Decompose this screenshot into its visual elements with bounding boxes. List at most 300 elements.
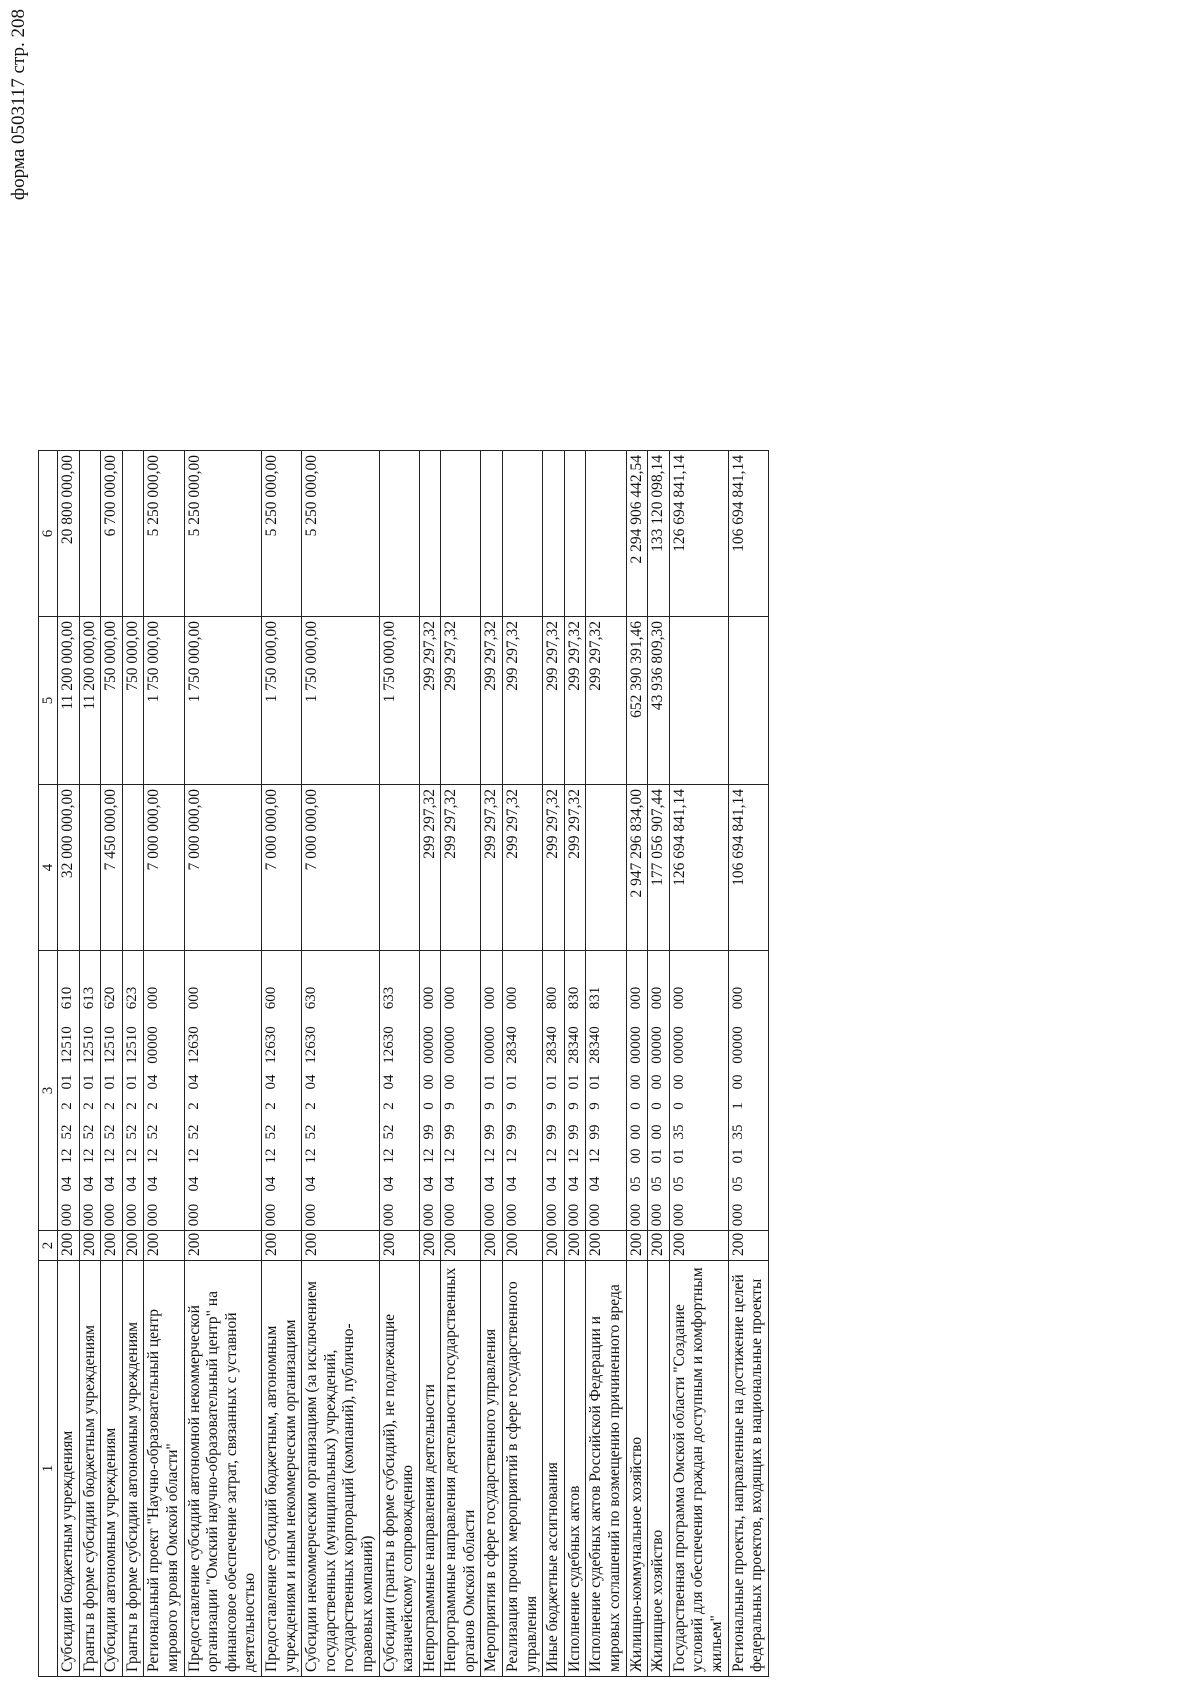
code-subprogram: 0 (670, 1102, 687, 1110)
row-amount-col5: 299 297,32 (543, 617, 565, 785)
code-section: 04 (145, 1176, 162, 1192)
code-subprogram: 2 (380, 1102, 397, 1110)
code-subsection: 01 (670, 1148, 687, 1164)
code-direction: 00000 (145, 1026, 162, 1064)
table-row (626, 451, 648, 1677)
code-gr: 000 (504, 1203, 521, 1227)
row-line-code: 200 (543, 1231, 565, 1261)
code-expense-type: 000 (420, 986, 437, 1010)
code-direction: 12630 (185, 1026, 202, 1064)
code-event: 01 (565, 1074, 582, 1090)
code-subprogram: 2 (59, 1102, 75, 1110)
row-amount-col5: 11 200 000,00 (79, 617, 101, 785)
row-classification-code (261, 951, 301, 1231)
code-program: 99 (544, 1124, 561, 1140)
code-gr: 000 (145, 1203, 162, 1227)
row-amount-col4: 299 297,32 (481, 785, 503, 951)
row-line-code: 200 (58, 1231, 80, 1261)
column-header-3: 3 (39, 951, 58, 1231)
row-amount-col6 (441, 451, 481, 617)
code-event: 04 (262, 1074, 279, 1090)
code-gr: 000 (80, 1203, 97, 1227)
row-name: Региональный проект "Научно-образовательный центр мирового уровня Омской области" (144, 1261, 184, 1677)
code-subprogram: 0 (420, 1102, 437, 1110)
code-gr: 000 (649, 1203, 666, 1227)
code-section: 04 (420, 1176, 437, 1192)
row-amount-col5: 299 297,32 (441, 617, 481, 785)
code-subprogram: 2 (262, 1102, 279, 1110)
row-name: Субсидии бюджетным учреждениям (58, 1261, 80, 1677)
code-subsection: 12 (482, 1148, 499, 1164)
code-gr: 000 (482, 1203, 499, 1227)
code-section: 04 (504, 1176, 521, 1192)
code-subprogram: 2 (102, 1102, 119, 1110)
code-event: 00 (729, 1074, 746, 1090)
row-amount-col4: 106 694 841,14 (728, 785, 768, 951)
column-header-1: 1 (39, 1261, 58, 1677)
row-amount-col5: 299 297,32 (564, 617, 586, 785)
code-direction: 12630 (303, 1026, 320, 1064)
code-section: 04 (565, 1176, 582, 1192)
table-row (669, 451, 728, 1677)
row-name: Предоставление субсидий автономной некоммерческой организации "Омский научно-образовательный центр" на финансовое обеспечение затрат, связанных с уставной деятельностью (184, 1261, 261, 1677)
code-expense-type: 000 (482, 986, 499, 1010)
row-amount-col5 (728, 617, 768, 785)
code-segments (144, 951, 162, 1230)
row-amount-col4: 7 450 000,00 (101, 785, 123, 951)
code-expense-type: 831 (587, 986, 604, 1010)
code-segments (185, 951, 203, 1230)
row-name: Исполнение судебных актов (564, 1261, 586, 1677)
code-gr: 000 (420, 1203, 437, 1227)
row-amount-col6 (543, 451, 565, 617)
code-segments (648, 951, 666, 1230)
table-row (122, 451, 144, 1677)
code-event: 00 (649, 1074, 666, 1090)
table-row (379, 451, 419, 1677)
code-section: 04 (303, 1176, 320, 1192)
code-event: 01 (102, 1074, 119, 1090)
code-gr: 000 (102, 1203, 119, 1227)
code-program: 52 (303, 1124, 320, 1140)
code-segments (586, 951, 604, 1230)
table-row (441, 451, 481, 1677)
code-event: 01 (504, 1074, 521, 1090)
row-line-code: 200 (503, 1231, 543, 1261)
code-direction: 12510 (80, 1026, 97, 1064)
code-segments (80, 951, 98, 1230)
row-classification-code (543, 951, 565, 1231)
row-amount-col6 (419, 451, 441, 617)
code-program: 52 (59, 1124, 75, 1140)
code-subprogram: 9 (482, 1102, 499, 1110)
row-amount-col6: 106 694 841,14 (728, 451, 768, 617)
code-section: 04 (380, 1176, 397, 1192)
row-amount-col5: 1 750 000,00 (379, 617, 419, 785)
row-amount-col5: 1 750 000,00 (302, 617, 379, 785)
row-name: Жилищное хозяйство (648, 1261, 670, 1677)
row-classification-code (419, 951, 441, 1231)
code-subsection: 01 (649, 1148, 666, 1164)
row-name: Субсидии некоммерческим организациям (за исключением государственных (муниципальных) учреждений, государственных корпораций (компаний), публично-правовых компаний) (302, 1261, 379, 1677)
code-gr: 000 (59, 1203, 75, 1227)
table-row (728, 451, 768, 1677)
row-classification-code (101, 951, 123, 1231)
code-event: 00 (420, 1074, 437, 1090)
row-name: Государственная программа Омской области "Создание условий для обеспечения граждан доступным и комфортным жильем" (669, 1261, 728, 1677)
row-amount-col5: 299 297,32 (586, 617, 626, 785)
row-amount-col6 (122, 451, 144, 617)
row-line-code: 200 (626, 1231, 648, 1261)
code-direction: 00000 (482, 1026, 499, 1064)
code-subprogram: 2 (80, 1102, 97, 1110)
row-amount-col6: 5 250 000,00 (261, 451, 301, 617)
row-name: Региональные проекты, направленные на достижение целей федеральных проектов, входящих в национальные проекты (728, 1261, 768, 1677)
code-gr: 000 (544, 1203, 561, 1227)
row-amount-col5: 299 297,32 (503, 617, 543, 785)
code-subsection: 12 (303, 1148, 320, 1164)
code-direction: 12510 (123, 1026, 140, 1064)
row-amount-col5: 299 297,32 (481, 617, 503, 785)
row-amount-col4: 2 947 296 834,00 (626, 785, 648, 951)
code-gr: 000 (565, 1203, 582, 1227)
code-program: 35 (729, 1124, 746, 1140)
row-classification-code (184, 951, 261, 1231)
row-classification-code (564, 951, 586, 1231)
row-classification-code (503, 951, 543, 1231)
code-subsection: 00 (627, 1148, 644, 1164)
row-amount-col5: 1 750 000,00 (144, 617, 184, 785)
row-amount-col6 (564, 451, 586, 617)
code-segments (262, 951, 280, 1230)
table-row (101, 451, 123, 1677)
row-line-code: 200 (379, 1231, 419, 1261)
code-section: 05 (670, 1176, 687, 1192)
code-subsection: 12 (380, 1148, 397, 1164)
code-segments (503, 951, 521, 1230)
code-expense-type: 613 (80, 986, 97, 1010)
table-row (543, 451, 565, 1677)
code-event: 04 (145, 1074, 162, 1090)
code-subsection: 12 (59, 1148, 75, 1164)
code-expense-type: 830 (565, 986, 582, 1010)
code-direction: 00000 (627, 1026, 644, 1064)
code-segments (101, 951, 119, 1230)
table-row (564, 451, 586, 1677)
code-event: 04 (303, 1074, 320, 1090)
row-name: Мероприятия в сфере государственного управления (481, 1261, 503, 1677)
table-row (79, 451, 101, 1677)
code-program: 52 (102, 1124, 119, 1140)
code-expense-type: 623 (123, 986, 140, 1010)
code-direction: 00000 (442, 1026, 459, 1064)
table-row (144, 451, 184, 1677)
code-section: 04 (80, 1176, 97, 1192)
row-name: Непрограммные направления деятельности государственных органов Омской области (441, 1261, 481, 1677)
row-classification-code (669, 951, 728, 1231)
code-gr: 000 (587, 1203, 604, 1227)
code-event: 01 (123, 1074, 140, 1090)
row-amount-col6: 5 250 000,00 (302, 451, 379, 617)
code-subsection: 01 (729, 1148, 746, 1164)
code-segments (627, 951, 645, 1230)
row-amount-col4: 32 000 000,00 (58, 785, 80, 951)
row-name: Гранты в форме субсидии автономным учреждениям (122, 1261, 144, 1677)
code-gr: 000 (262, 1203, 279, 1227)
code-expense-type: 000 (649, 986, 666, 1010)
row-amount-col6: 5 250 000,00 (184, 451, 261, 617)
row-line-code: 200 (101, 1231, 123, 1261)
code-segments (481, 951, 499, 1230)
row-amount-col4: 299 297,32 (564, 785, 586, 951)
row-name: Иные бюджетные ассигнования (543, 1261, 565, 1677)
code-gr: 000 (627, 1203, 644, 1227)
code-expense-type: 000 (627, 986, 644, 1010)
code-expense-type: 000 (670, 986, 687, 1010)
code-gr: 000 (123, 1203, 140, 1227)
code-program: 52 (123, 1124, 140, 1140)
row-amount-col6 (79, 451, 101, 617)
code-direction: 12510 (59, 1026, 75, 1064)
code-program: 99 (482, 1124, 499, 1140)
row-line-code: 200 (261, 1231, 301, 1261)
code-direction: 12510 (102, 1026, 119, 1064)
column-header-6: 6 (39, 451, 58, 617)
code-event: 04 (185, 1074, 202, 1090)
code-program: 35 (670, 1124, 687, 1140)
code-section: 05 (649, 1176, 666, 1192)
row-name: Субсидии автономным учреждениям (101, 1261, 123, 1677)
code-direction: 28340 (587, 1026, 604, 1064)
row-amount-col6 (379, 451, 419, 617)
code-expense-type: 600 (262, 986, 279, 1010)
row-name: Непрограммные направления деятельности (419, 1261, 441, 1677)
code-segments (729, 951, 747, 1230)
row-amount-col6: 20 800 000,00 (58, 451, 80, 617)
code-gr: 000 (303, 1203, 320, 1227)
code-segments (441, 951, 459, 1230)
code-section: 04 (442, 1176, 459, 1192)
code-program: 99 (442, 1124, 459, 1140)
row-classification-code (648, 951, 670, 1231)
row-name: Исполнение судебных актов Российской Федерации и мировых соглашений по возмещению причиненного вреда (586, 1261, 626, 1677)
code-segments (543, 951, 561, 1230)
code-subprogram: 9 (565, 1102, 582, 1110)
code-event: 00 (442, 1074, 459, 1090)
code-segments (565, 951, 583, 1230)
row-amount-col6: 6 700 000,00 (101, 451, 123, 617)
code-direction: 00000 (649, 1026, 666, 1064)
code-direction: 12630 (380, 1026, 397, 1064)
table-row (261, 451, 301, 1677)
code-subsection: 12 (544, 1148, 561, 1164)
code-section: 04 (59, 1176, 75, 1192)
table-row (419, 451, 441, 1677)
code-event: 00 (627, 1074, 644, 1090)
column-header-2: 2 (39, 1231, 58, 1261)
code-subprogram: 0 (627, 1102, 644, 1110)
row-amount-col6 (586, 451, 626, 617)
row-classification-code (144, 951, 184, 1231)
header-row (39, 451, 58, 1677)
code-event: 01 (59, 1074, 75, 1090)
row-amount-col4: 7 000 000,00 (302, 785, 379, 951)
row-line-code: 200 (441, 1231, 481, 1261)
row-amount-col4 (586, 785, 626, 951)
row-line-code: 200 (419, 1231, 441, 1261)
row-classification-code (58, 951, 80, 1231)
code-subprogram: 9 (442, 1102, 459, 1110)
code-direction: 00000 (670, 1026, 687, 1064)
code-gr: 000 (185, 1203, 202, 1227)
row-line-code: 200 (144, 1231, 184, 1261)
row-classification-code (441, 951, 481, 1231)
code-program: 52 (185, 1124, 202, 1140)
code-segments (670, 951, 688, 1230)
row-amount-col4: 7 000 000,00 (184, 785, 261, 951)
code-expense-type: 000 (442, 986, 459, 1010)
code-expense-type: 000 (145, 986, 162, 1010)
code-direction: 28340 (504, 1026, 521, 1064)
code-section: 04 (102, 1176, 119, 1192)
row-amount-col4: 126 694 841,14 (669, 785, 728, 951)
code-event: 00 (670, 1074, 687, 1090)
code-subprogram: 0 (649, 1102, 666, 1110)
row-amount-col5: 299 297,32 (419, 617, 441, 785)
row-amount-col5: 11 200 000,00 (58, 617, 80, 785)
code-subsection: 12 (185, 1148, 202, 1164)
code-section: 04 (587, 1176, 604, 1192)
code-section: 04 (544, 1176, 561, 1192)
table-row (58, 451, 80, 1677)
code-segments (420, 951, 438, 1230)
code-subprogram: 2 (185, 1102, 202, 1110)
code-subprogram: 9 (544, 1102, 561, 1110)
code-event: 01 (587, 1074, 604, 1090)
code-program: 52 (380, 1124, 397, 1140)
code-program: 99 (420, 1124, 437, 1140)
row-amount-col6 (503, 451, 543, 617)
code-event: 01 (482, 1074, 499, 1090)
row-classification-code (302, 951, 379, 1231)
code-program: 52 (262, 1124, 279, 1140)
form-header: форма 0503117 стр. 208 (8, 9, 29, 201)
code-expense-type: 000 (185, 986, 202, 1010)
row-amount-col4 (79, 785, 101, 951)
budget-table (38, 450, 769, 1677)
code-program: 52 (80, 1124, 97, 1140)
row-line-code: 200 (122, 1231, 144, 1261)
code-expense-type: 000 (729, 986, 746, 1010)
code-section: 04 (262, 1176, 279, 1192)
row-line-code: 200 (481, 1231, 503, 1261)
row-amount-col6: 5 250 000,00 (144, 451, 184, 617)
code-section: 04 (123, 1176, 140, 1192)
code-event: 01 (544, 1074, 561, 1090)
row-amount-col5 (669, 617, 728, 785)
code-program: 99 (565, 1124, 582, 1140)
row-amount-col4: 299 297,32 (503, 785, 543, 951)
row-amount-col6: 133 120 098,14 (648, 451, 670, 617)
row-classification-code (79, 951, 101, 1231)
code-subsection: 12 (420, 1148, 437, 1164)
row-classification-code (626, 951, 648, 1231)
code-expense-type: 633 (380, 986, 397, 1010)
row-line-code: 200 (302, 1231, 379, 1261)
row-name: Гранты в форме субсидии бюджетным учреждениям (79, 1261, 101, 1677)
table-row (503, 451, 543, 1677)
row-amount-col5: 43 936 809,30 (648, 617, 670, 785)
code-subsection: 12 (565, 1148, 582, 1164)
row-classification-code (728, 951, 768, 1231)
row-name: Жилищно-коммунальное хозяйство (626, 1261, 648, 1677)
code-gr: 000 (442, 1203, 459, 1227)
code-segments (302, 951, 320, 1230)
code-segments (58, 951, 76, 1230)
code-event: 01 (80, 1074, 97, 1090)
row-line-code: 200 (648, 1231, 670, 1261)
row-line-code: 200 (184, 1231, 261, 1261)
code-section: 05 (627, 1176, 644, 1192)
table-body (58, 451, 769, 1677)
code-direction: 00000 (420, 1026, 437, 1064)
row-line-code: 200 (564, 1231, 586, 1261)
code-direction: 12630 (262, 1026, 279, 1064)
row-amount-col5: 750 000,00 (101, 617, 123, 785)
code-subsection: 12 (262, 1148, 279, 1164)
code-program: 52 (145, 1124, 162, 1140)
row-line-code: 200 (79, 1231, 101, 1261)
row-classification-code (481, 951, 503, 1231)
row-name: Субсидии (гранты в форме субсидий), не подлежащие казначейскому сопровождению (379, 1261, 419, 1677)
row-amount-col5: 1 750 000,00 (184, 617, 261, 785)
code-section: 04 (185, 1176, 202, 1192)
code-program: 99 (587, 1124, 604, 1140)
row-line-code: 200 (586, 1231, 626, 1261)
code-expense-type: 620 (102, 986, 119, 1010)
table-row (648, 451, 670, 1677)
code-section: 04 (482, 1176, 499, 1192)
code-program: 00 (627, 1124, 644, 1140)
table-row (184, 451, 261, 1677)
row-amount-col6: 126 694 841,14 (669, 451, 728, 617)
code-subsection: 12 (123, 1148, 140, 1164)
row-amount-col4 (379, 785, 419, 951)
table-row (586, 451, 626, 1677)
row-amount-col4: 299 297,32 (543, 785, 565, 951)
code-subprogram: 2 (145, 1102, 162, 1110)
code-subsection: 12 (145, 1148, 162, 1164)
table-row (481, 451, 503, 1677)
row-amount-col6 (481, 451, 503, 617)
code-expense-type: 610 (59, 986, 75, 1010)
code-gr: 000 (670, 1203, 687, 1227)
row-amount-col5: 1 750 000,00 (261, 617, 301, 785)
code-section: 05 (729, 1176, 746, 1192)
row-amount-col5: 750 000,00 (122, 617, 144, 785)
code-direction: 00000 (729, 1026, 746, 1064)
code-subprogram: 2 (303, 1102, 320, 1110)
code-segments (123, 951, 141, 1230)
row-line-code: 200 (728, 1231, 768, 1261)
code-program: 99 (504, 1124, 521, 1140)
code-event: 04 (380, 1074, 397, 1090)
row-amount-col4: 177 056 907,44 (648, 785, 670, 951)
code-segments (380, 951, 398, 1230)
code-subsection: 12 (102, 1148, 119, 1164)
code-subprogram: 9 (587, 1102, 604, 1110)
row-classification-code (586, 951, 626, 1231)
